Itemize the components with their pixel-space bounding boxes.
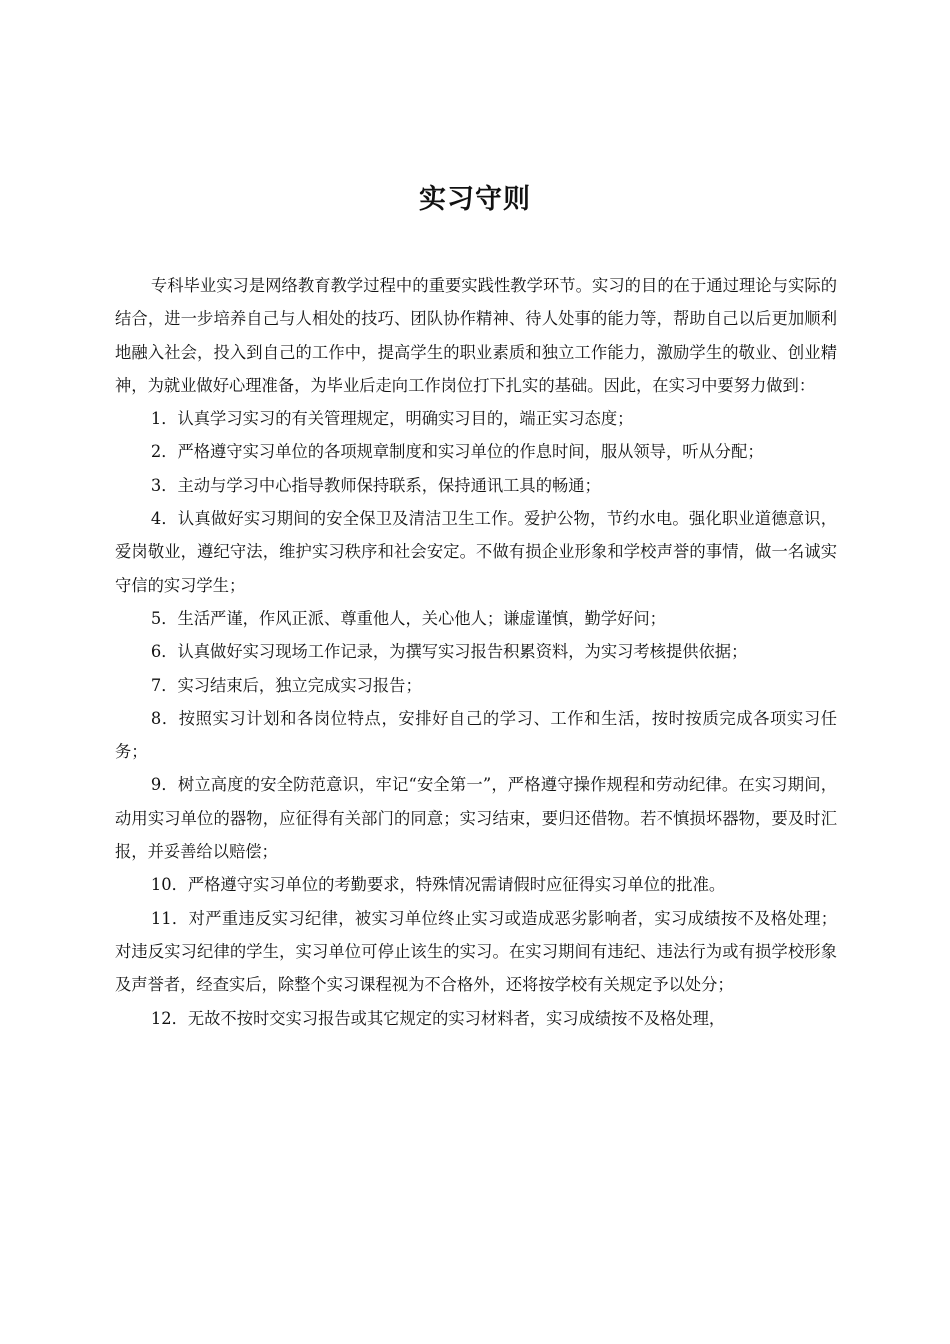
rule-item-6: 6．认真做好实习现场工作记录，为撰写实习报告积累资料，为实习考核提供依据； (150, 642, 748, 662)
intro-paragraph: 专科毕业实习是网络教育教学过程中的重要实践性教学环节。实习的目的在于通过理论与实际的结合，进一步培养自己与人相处的技巧、团队协作精神、待人处事的能力等，帮助自己以后更加顺利地融入社会，投入到自己的工作中，提高学生的职业素质和独立工作能力，激励学生的敬业、创业精神，为就业做好心理准备，为毕业后走向工作岗位打下扎实的基础。因此，在实习中要努力做到： (115, 276, 837, 395)
rule-item-9: 9．树立高度的安全防范意识，牢记“安全第一”，严格遵守操作规程和劳动纪律。在实习期间，动用实习单位的器物，应征得有关部门的同意；实习结束，要归还借物。若不慎损坏器物，要及时汇报，并妥善给以赔偿； (115, 775, 837, 862)
rule-item-5: 5．生活严谨，作风正派、尊重他人，关心他人；谦虚谨慎，勤学好问； (150, 608, 666, 628)
document-title: 实习守则 (419, 184, 531, 215)
rule-item-1: 1．认真学习实习的有关管理规定，明确实习目的，端正实习态度； (150, 409, 634, 429)
rule-item-12: 12．无故不按时交实习报告或其它规定的实习材料者，实习成绩按不及格处理， (150, 1008, 726, 1028)
rule-item-10: 10．严格遵守实习单位的考勤要求，特殊情况需请假时应征得实习单位的批准。 (150, 875, 726, 895)
document-body (115, 269, 837, 1035)
rule-item-8: 8．按照实习计划和各岗位特点，安排好自己的学习、工作和生活，按时按质完成各项实习任务； (115, 708, 837, 762)
rule-item-4: 4．认真做好实习期间的安全保卫及清洁卫生工作。爱护公物，节约水电。强化职业道德意识，爱岗敬业，遵纪守法，维护实习秩序和社会安定。不做有损企业形象和学校声誉的事情，做一名诚实守信的实习学生； (115, 509, 837, 595)
rule-item-7: 7．实习结束后，独立完成实习报告； (150, 675, 422, 695)
rule-item-3: 3．主动与学习中心指导教师保持联系，保持通讯工具的畅通； (150, 475, 601, 495)
rule-item-11: 11．对严重违反实习纪律，被实习单位终止实习或造成恶劣影响者，实习成绩按不及格处理；对违反实习纪律的学生，实习单位可停止该生的实习。在实习期间有违纪、违法行为或有损学校形象及声誉者，经查实后，除整个实习课程视为不合格外，还将按学校有关规定予以处分； (115, 908, 837, 995)
rule-item-2: 2．严格遵守实习单位的各项规章制度和实习单位的作息时间，服从领导，听从分配； (150, 442, 764, 462)
